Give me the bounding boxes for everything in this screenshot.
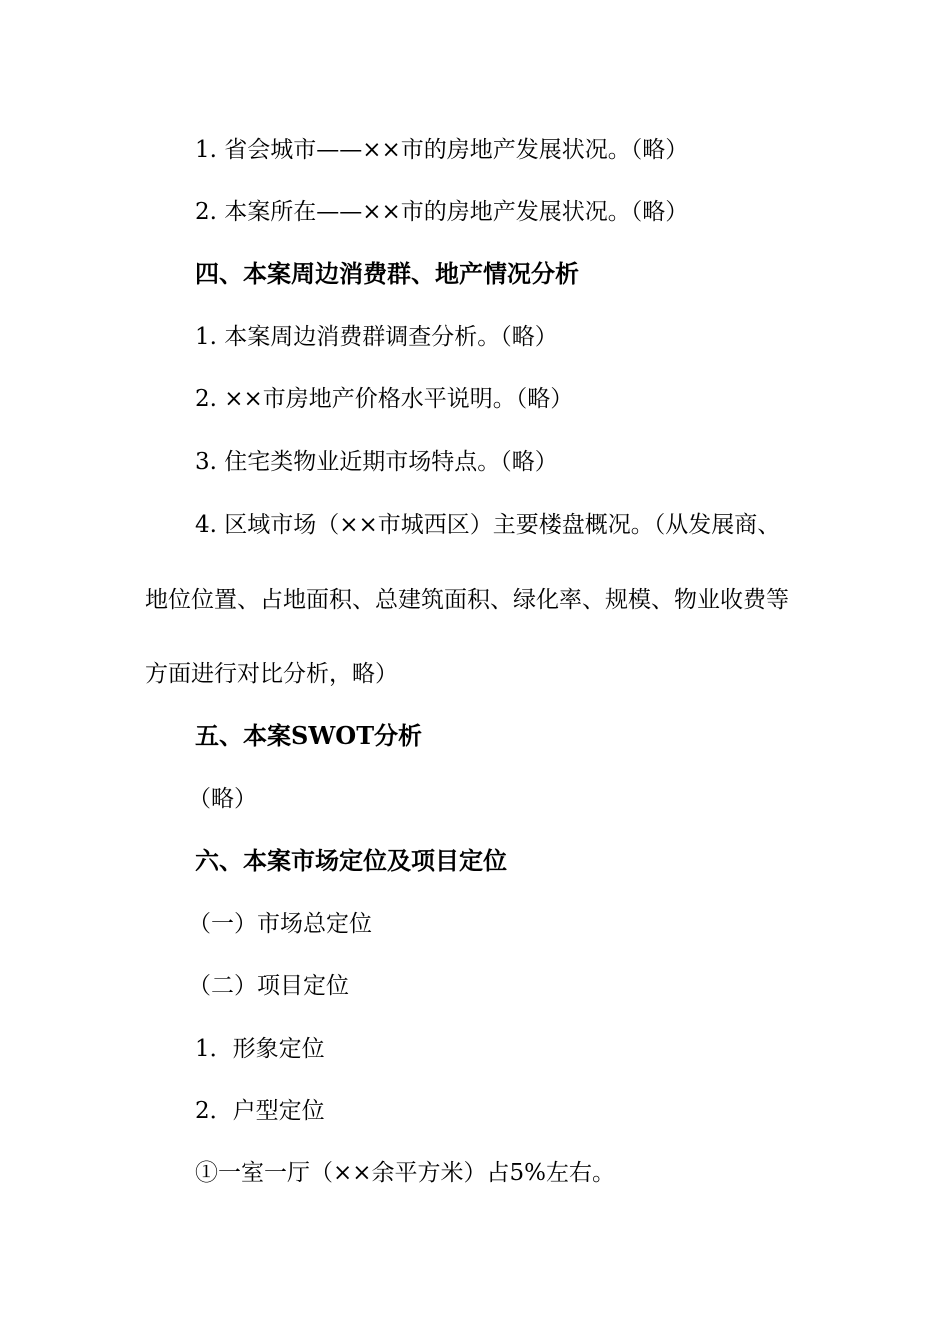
omitted-note: （略）	[188, 786, 257, 812]
list-item-unit-positioning: 2．户型定位	[195, 1098, 325, 1124]
list-item-regional-market: 4. 区域市场（××市城西区）主要楼盘概况。（从发展商、	[195, 512, 781, 538]
subsection-market-positioning: （一）市场总定位	[188, 911, 372, 937]
list-item-market-features: 3. 住宅类物业近期市场特点。（略）	[195, 449, 558, 475]
list-item-provincial-capital: 1. 省会城市——××市的房地产发展状况。（略）	[195, 137, 689, 163]
subsection-project-positioning: （二）项目定位	[188, 973, 349, 999]
paragraph-continuation-2: 方面进行对比分析，略）	[145, 661, 398, 687]
list-item-project-city: 2. 本案所在——××市的房地产发展状况。（略）	[195, 199, 689, 225]
list-item-price-level: 2. ××市房地产价格水平说明。（略）	[195, 386, 574, 412]
list-item-consumer-survey: 1. 本案周边消费群调查分析。（略）	[195, 324, 558, 350]
section-heading-six: 六、本案市场定位及项目定位	[195, 846, 507, 875]
paragraph-continuation-1: 地位位置、占地面积、总建筑面积、绿化率、规模、物业收费等	[145, 587, 789, 613]
list-item-image-positioning: 1．形象定位	[195, 1036, 325, 1062]
list-item-one-bedroom: ①一室一厅（××余平方米）占5%左右。	[195, 1160, 616, 1186]
section-heading-five: 五、本案SWOT分析	[195, 721, 423, 750]
section-heading-four: 四、本案周边消费群、地产情况分析	[195, 259, 579, 288]
